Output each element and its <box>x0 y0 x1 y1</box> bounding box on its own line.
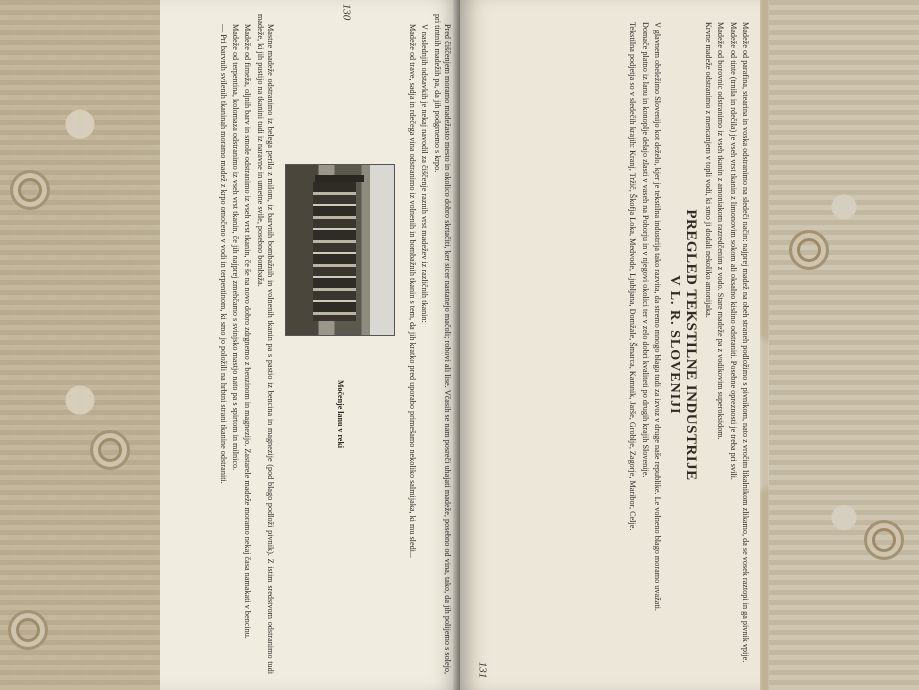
section-subheading: V L. R. SLOVENIJI <box>666 275 682 415</box>
page-131-text <box>468 12 750 678</box>
paragraph: Madeže od borovnic odstranimo iz vseh tkanin z amoniakom razredčenim z vodo. Stare madeže pa z vodikovim superoksidom. <box>716 22 726 440</box>
paragraph: Mastne madeže odstranimo iz belega perila z milom, iz barvnih bombažnih in volnenih tkanin pa s pastio iz bencina in magnezije (pod blago podloži pivnik). Z istim sredstvom odstranimo tudi madeže, ki jih pustijo na tkanini tudi iz naravne in umetne svile, posebno bombaža. <box>255 14 275 674</box>
open-book <box>160 0 760 690</box>
tablecloth-left-pattern <box>0 0 160 690</box>
photo-flax-retting <box>285 164 395 336</box>
paragraph: Madeže od firneža, oljnih barv in smole odstranimo iz vseh vrst tkanin, če še na novo dobro zdrgnemo z benzinom in magnezijo. Zastarele madeže moramo nekaj časa namakati v bencinu. <box>243 24 253 639</box>
cloth-flower-motif <box>10 170 50 210</box>
cloth-flower-motif <box>8 610 48 650</box>
page-130-text <box>172 14 452 674</box>
paragraph: Domače platno iz lanu in konoplje delajo zlasti v vaseh na Pohorju in v njegovi okolici ter v zelo dobri kvaliteti po drugih krajih Slovenije. <box>640 22 650 478</box>
tablecloth-right-pattern <box>769 0 919 690</box>
photo-detail <box>315 175 364 182</box>
photo-detail <box>313 182 356 321</box>
cloth-flower-motif <box>90 430 130 470</box>
paragraph: V glavnem obeležimo Slovenijo kot deželo, kjer je tekstilna industrija tako razvita, da stremo mnogo blaga tudi za izvoz v druge naše republike. Le volneno blago moramo uvažati. <box>652 22 662 611</box>
cloth-flower-motif <box>864 520 904 560</box>
section-heading: PREGLED TEKSTILNE INDUSTRIJE <box>682 209 699 481</box>
paragraph: — Pri barvnih svilenih tkaninah moramo madež z krpo omočeno v vodi in terpentinom, ki smo jo položili na hrbtni strani tkanine odstraniti. <box>218 24 228 484</box>
paragraph: Pred čiščenjem moramo madežasto mesto in okolico dobro skrtačiti, ker sicer nastanejo mačoli; robovi ali lise. Včasih se nam posreči uhajati madeže, posebno od vina, tako, da jih polijemo s solejo, pri tintnih madežih pa, da jih podgrnemo s krpo. <box>432 14 452 674</box>
figure-block <box>275 14 405 674</box>
page-number: 131 <box>476 661 489 679</box>
paragraph: Madeže od parafina, stearina in voska odstranimo na sledeči način: najprej madež na obeh straneh podložimo s pivnikom, nato z vročim likalnikom zlikamo, da se vosek raztopi in ga pivnik vpije. <box>741 22 750 663</box>
page-number: 130 <box>340 3 353 21</box>
paragraph: Tekstilna podjetja so v sledečih krajih: Kranj, Tržič, Škofja Loka, Medvode, Ljubljana, Domžale, Šmarca, Kamnik, Jarše, Groblje, Zagorje, Maribor, Celje. <box>628 22 638 531</box>
cloth-flower-motif <box>789 230 829 270</box>
book-page-130 <box>160 0 460 690</box>
paragraph: Krvne madeže odstranimo z mencanjem v topli vodi, ki smo ji dodali nekoliko amonijaka. <box>704 22 714 318</box>
paragraph: V naslednjih odstavkih je nekaj navodil za čiščenje raznih vrst madežev iz različnih tkanin: <box>420 24 430 323</box>
figure-caption: Močenje lanu v reki <box>335 379 345 449</box>
book-page-131 <box>460 0 760 690</box>
paragraph: Madeže od trave, sadja in rdečega vina odstranimo iz volnenih in bombažnih tkanin s tem, da jih kratko pred uporabo primešamo nekoliko salmijaka, ki mu sledi... <box>408 24 418 559</box>
paragraph: Madeže od tinte (trnila in rdečila) je vseh vrst tkanin z limonovim sokom ali oksalno kislino odstraniti. Posebne opreznosti je treba pri svili. <box>728 22 738 480</box>
paragraph: Madeže od terpentina, kolomaza odstranimo iz vseh vrst tkanin, če jih najprej zmehčamo s svinjsko mastjo nato pa s spirtom in milnico. <box>230 24 240 471</box>
